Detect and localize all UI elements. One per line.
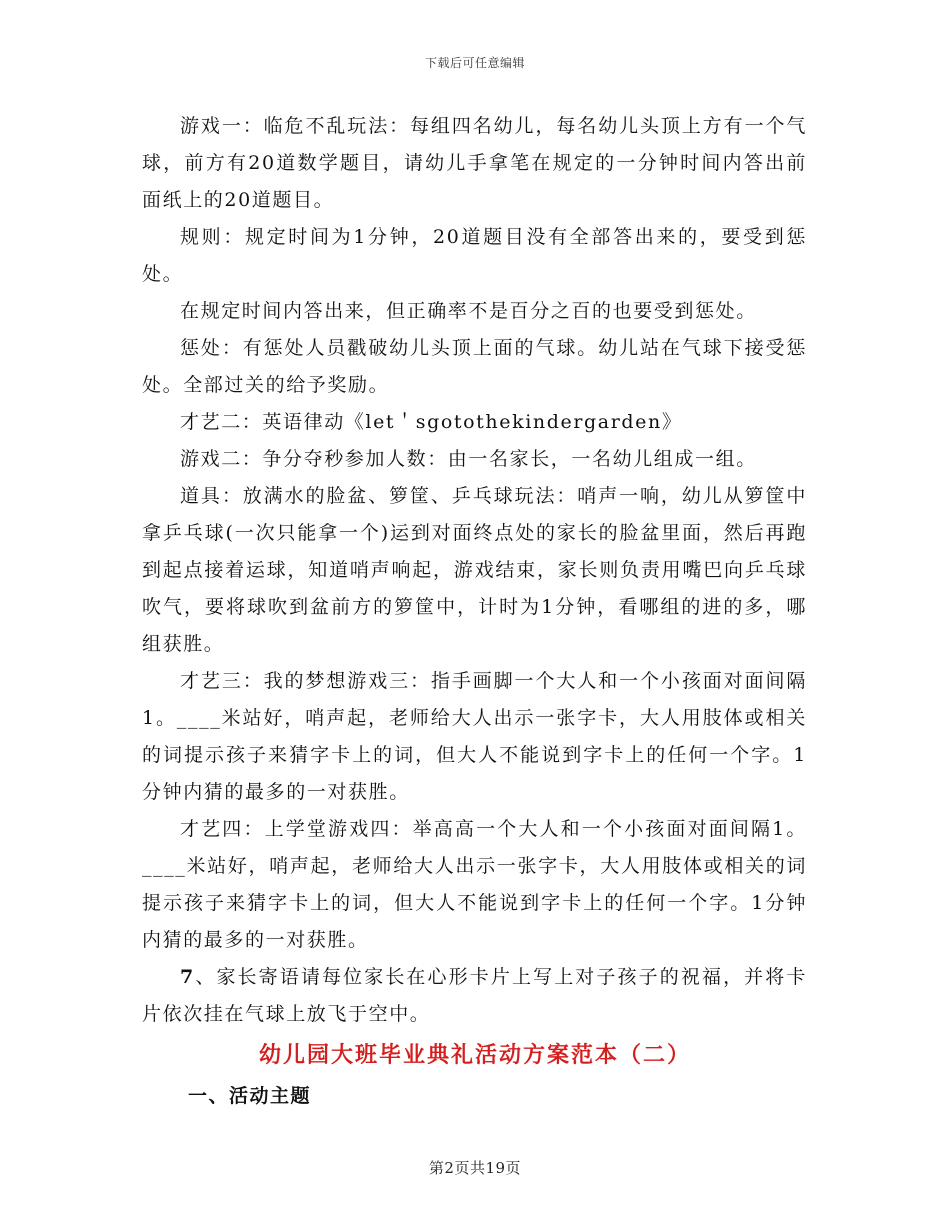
page-header: 下载后可任意编辑 xyxy=(424,56,525,70)
paragraph-props: 道具：放满水的脸盆、箩筐、乒乓球玩法：哨声一响，幼儿从箩筐中拿乒乓球(一次只能拿一个)运到对面终点处的家长的脸盆里面，然后再跑到起点接着运球，知道哨声响起，游戏结束，家长则负责用嘴巴向乒乓球吹气，要将球吹到盆前方的箩筐中，计时为1分钟，看哪组的进的多，哪组获胜。 xyxy=(142,485,807,655)
section-heading-theme: 一、活动主题 xyxy=(188,1085,312,1107)
paragraph-talent-four: 才艺四：上学堂游戏四：举高高一个大人和一个小孩面对面间隔1。____米站好，哨声起，老师给大人出示一张字卡，大人用肢体或相关的词提示孩子来猜字卡上的词，但大人不能说到字卡上的任何一个字。1分钟内猜的最多的一对获胜。 xyxy=(142,818,807,951)
paragraph-penalty: 惩处：有惩处人员戳破幼儿头顶上面的气球。幼儿站在气球下接受惩处。全部过关的给予奖励。 xyxy=(142,337,807,396)
paragraph-game-two: 游戏二：争分夺秒参加人数：由一名家长，一名幼儿组成一组。 xyxy=(180,448,757,470)
item-seven-number: 7 xyxy=(180,966,195,988)
paragraph-item-seven xyxy=(142,959,807,1033)
item-seven-text: 、家长寄语请每位家长在心形卡片上写上对子孩子的祝福，并将卡片依次挂在气球上放飞于空中。 xyxy=(142,966,807,1025)
document-body xyxy=(142,108,807,1033)
paragraph-talent-three: 才艺三：我的梦想游戏三：指手画脚一个大人和一个小孩面对面间隔1。____米站好，哨声起，老师给大人出示一张字卡，大人用肢体或相关的词提示孩子来猜字卡上的词，但大人不能说到字卡上的任何一个字。1分钟内猜的最多的一对获胜。 xyxy=(142,670,807,803)
paragraph-accuracy: 在规定时间内答出来，但正确率不是百分之百的也要受到惩处。 xyxy=(180,300,757,322)
section-title-red: 幼儿园大班毕业典礼活动方案范本（二） xyxy=(258,1042,691,1068)
page-footer: 第2页共19页 xyxy=(428,1159,522,1177)
paragraph-game-one: 游戏一：临危不乱玩法：每组四名幼儿，每名幼儿头顶上方有一个气球，前方有20道数学题目，请幼儿手拿笔在规定的一分钟时间内答出前面纸上的20道题目。 xyxy=(142,115,807,211)
paragraph-rules: 规则：规定时间为1分钟，20道题目没有全部答出来的，要受到惩处。 xyxy=(142,226,807,285)
paragraph-talent-two: 才艺二：英语律动《let＇sgotothekindergarden》 xyxy=(180,411,683,433)
